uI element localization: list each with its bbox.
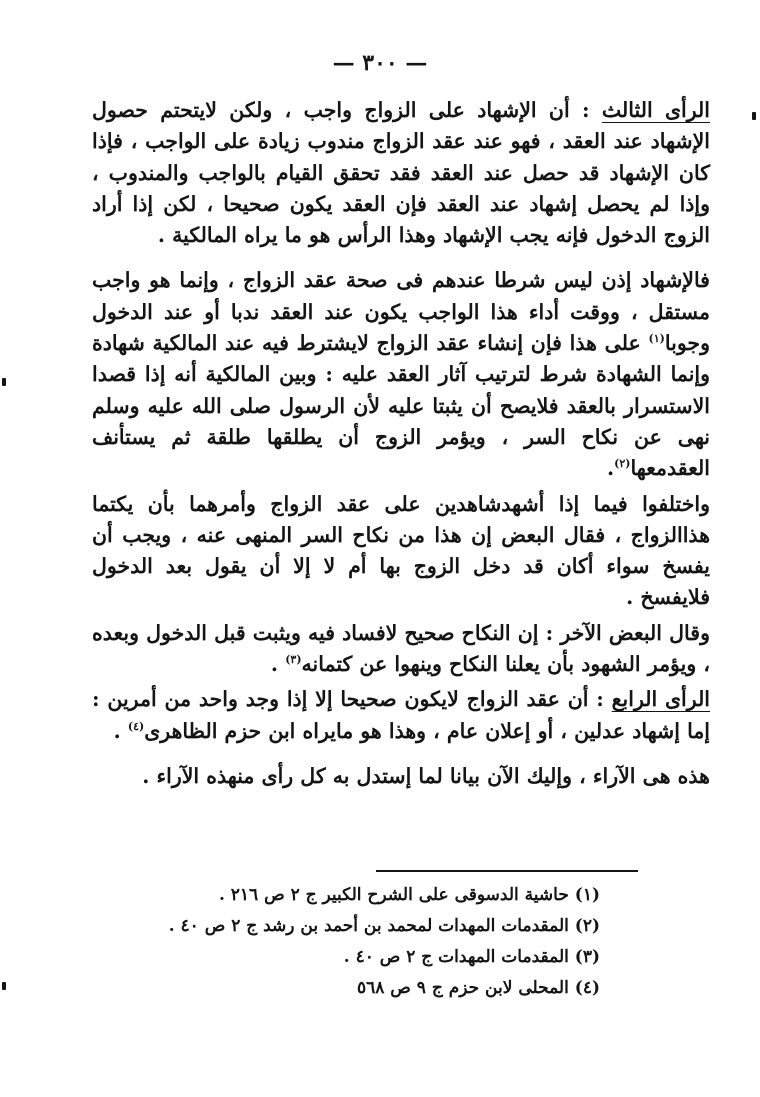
other-view-end: .: [270, 652, 286, 677]
footnote-ref-3: (٣): [285, 653, 302, 667]
maliki-text-end: .: [606, 456, 615, 481]
paragraph-fourth-opinion: [92, 684, 710, 747]
paragraph-disagreement: واختلفوا فيما إذا أشهدشاهدين على عقد الزواج وأمرهما بأن يكتما هذاالزواج ، فقال البعض إن هذا من نكاح السر المنهى عنه ، ويجب أن يفسخ سواء أكان قد دخل الزوج بها أم لا إلا أن يقول بعد الدخول فلايفسخ .: [92, 491, 710, 610]
margin-mark: [752, 112, 756, 120]
third-opinion-heading: الرأى الثالث: [601, 98, 710, 122]
footnote-1: (١) حاشية الدسوقى على الشرح الكبير ج ٢ ص ٢١٦ .: [218, 885, 600, 905]
third-opinion-text: : أن الإشهاد على الزواج واجب ، ولكن لايتحتم حصول الإشهاد عند العقد ، فهو عند عقد الزواج مندوب زيادة على الواجب ، فإذا كان الإشهاد قد حصل عند العقد فقد تحقق القيام بالواجب والمندوب ، وإذا لم يحصل إشهاد عند العقد فإن العقد يكون صحيحا ، لكن إذا أراد الزوج الدخول فإنه يجب الإشهاد وهذا الرأس هو ما يراه المالكية .: [92, 98, 710, 248]
paragraph-conclusion: هذه هى الآراء ، وإليك الآن بيانا لما إستدل به كل رأى منهذه الآراء .: [142, 763, 710, 788]
other-view-text: وقال البعض الآخر : إن النكاح صحيح لافساد فيه ويثبت قبل الدخول وبعده ، ويؤمر الشهود بأن يعلنا النكاح وينهوا عن كتمانه: [92, 620, 710, 677]
paragraph-other-view: [92, 618, 710, 681]
footnote-separator: [376, 870, 638, 872]
fourth-opinion-end: .: [113, 718, 128, 743]
footnote-3: (٣) المقدمات المهدات ج ٢ ص ٤٠ .: [343, 947, 600, 967]
paragraph-maliki-explanation: [92, 265, 710, 484]
fourth-opinion-heading: الرأى الرابع: [611, 687, 711, 712]
maliki-text-part-b: على هذا فإن إنشاء عقد الزواج لايشترط فيه عند المالكية شهادة وإنما الشهادة شرط لترتيب آثار العقد عليه : وبين المالكية أنه إذا قصدا الاستسرار بالعقد فلايصح أن يثبتا عليه لأن الرسول صلى الله عليه وسلم نهى عن نكاح السر ، ويؤمر الزوج أن يطلقها طلقة ثم يستأنف العقدمعها: [92, 331, 710, 481]
margin-mark: [2, 982, 6, 990]
paragraph-third-opinion: [92, 95, 710, 251]
footnote-2: (٢) المقدمات المهدات لمحمد بن أحمد بن رشد ج ٢ ص ٤٠ .: [168, 916, 600, 936]
maliki-text-part-a: فالإشهاد إذن ليس شرطا عندهم فى صحة عقد الزواج ، وإنما هو واجب مستقل ، ووقت أداء هذا الواجب يكون عند العقد ندبا أو عند الدخول وجوبا: [92, 268, 710, 356]
margin-mark: [2, 378, 6, 386]
page-number: — ٣٠٠ —: [332, 50, 428, 76]
footnote-ref-2: (٢): [614, 457, 631, 471]
main-text: [92, 95, 710, 806]
footnote-4: (٤) المحلى لابن حزم ج ٩ ص ٥٦٨: [356, 978, 600, 998]
footnotes: [150, 880, 600, 1004]
fourth-opinion-text: : أن عقد الزواج لايكون صحيحا إلا إذا وجد واحد من أمرين : إما إشهاد عدلين ، أو إعلان عام ، وهذا هو مايراه ابن حزم الظاهرى: [92, 687, 710, 743]
footnote-ref-1: (١): [648, 332, 665, 346]
footnote-ref-4: (٤): [127, 719, 145, 733]
